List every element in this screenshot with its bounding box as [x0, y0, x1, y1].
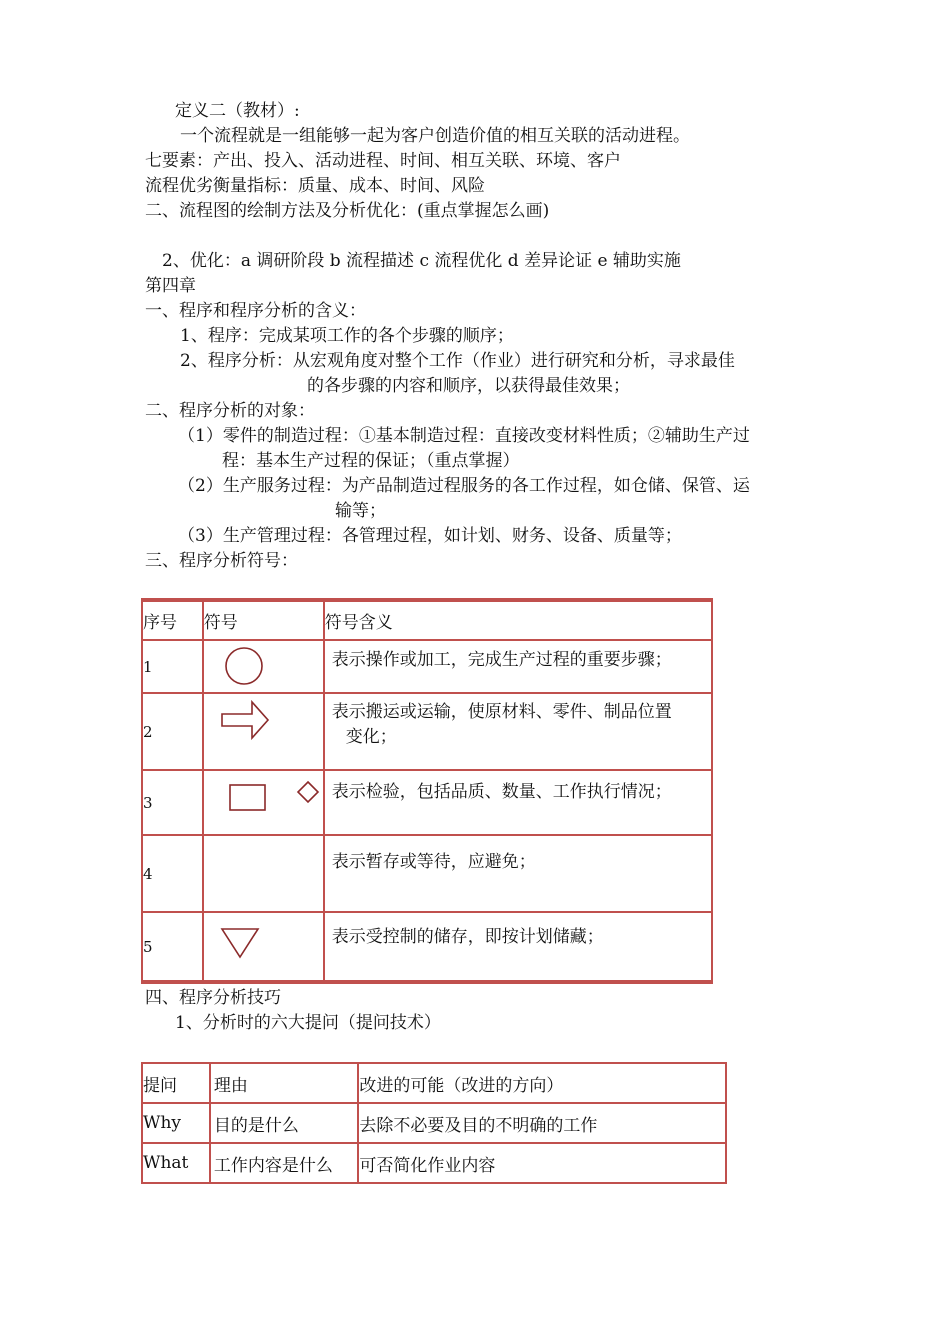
symbol-cell [203, 693, 324, 770]
table-row [142, 912, 712, 982]
row-num: 2 [142, 693, 203, 770]
symbol-cell [203, 640, 324, 693]
row-num: 1 [142, 640, 203, 693]
line-object-2-cont: 输等； [335, 501, 386, 521]
line-object-2: （2）生产服务过程：为产品制造过程服务的各工作过程，如仓储、保管、运 [178, 476, 750, 496]
symbol-cell [203, 770, 324, 835]
line-object-1-cont: 程：基本生产过程的保证；（重点掌握） [222, 451, 520, 471]
line-section-1: 一、程序和程序分析的含义： [145, 301, 366, 321]
header-reason: 理由 [210, 1063, 358, 1103]
chapter-heading: 第四章 [145, 276, 196, 296]
circle-icon [204, 641, 323, 692]
header-question: 提问 [142, 1063, 210, 1103]
row-meaning [324, 770, 712, 835]
arrow-icon [204, 694, 323, 754]
cell-question: What [142, 1143, 210, 1183]
line-program-def: 1、程序：完成某项工作的各个步骤的顺序； [180, 326, 514, 346]
table-row [142, 1143, 726, 1183]
line-object-1: （1）零件的制造过程：①基本制造过程：直接改变材料性质；②辅助生产过 [178, 426, 750, 446]
row-meaning [324, 912, 712, 982]
line-section-3: 三、程序分析符号： [145, 551, 298, 571]
cell-improvement: 可否简化作业内容 [358, 1143, 726, 1183]
meaning-text: 表示检验，包括品质、数量、工作执行情况； [331, 782, 672, 802]
row-meaning [324, 640, 712, 693]
cell-improvement: 去除不必要及目的不明确的工作 [358, 1103, 726, 1143]
line-definition-2: 定义二（教材）: [175, 101, 300, 121]
header-symbol: 符号 [203, 600, 324, 640]
table-row [142, 1103, 726, 1143]
table-row [142, 640, 712, 693]
question-table [141, 1062, 727, 1184]
symbol-cell-empty [203, 835, 324, 912]
line-optimization: 2、优化：a 调研阶段 b 流程描述 c 流程优化 d 差异论证 e 辅助实施 [162, 251, 681, 271]
table-row [142, 835, 712, 912]
meaning-text: 表示受控制的储存，即按计划储藏； [331, 927, 604, 947]
header-meaning: 符号含义 [324, 600, 712, 640]
row-num: 5 [142, 912, 203, 982]
meaning-text: 表示操作或加工，完成生产过程的重要步骤； [331, 650, 672, 670]
table-row [142, 770, 712, 835]
line-section-4: 四、程序分析技巧 [145, 988, 281, 1008]
cell-reason: 工作内容是什么 [210, 1143, 358, 1183]
row-num: 3 [142, 770, 203, 835]
line-object-3: （3）生产管理过程：各管理过程，如计划、财务、设备、质量等； [178, 526, 682, 546]
question-table-header [142, 1063, 726, 1103]
triangle-icon [204, 913, 323, 963]
table-row [142, 693, 712, 770]
meaning-text: 表示搬运或运输，使原材料、零件、制品位置 [331, 702, 672, 722]
line-six-questions: 1、分析时的六大提问（提问技术） [175, 1013, 441, 1033]
header-num: 序号 [142, 600, 203, 640]
line-flowchart-heading: 二、流程图的绘制方法及分析优化：(重点掌握怎么画) [145, 201, 550, 221]
line-process-definition: 一个流程就是一组能够一起为客户创造价值的相互关联的活动进程。 [180, 126, 690, 146]
row-meaning [324, 835, 712, 912]
meaning-text-cont: 变化； [345, 727, 397, 747]
row-meaning [324, 693, 712, 770]
line-analysis-def-cont: 的各步骤的内容和顺序，以获得最佳效果； [307, 376, 630, 396]
row-num: 4 [142, 835, 203, 912]
cell-question: Why [142, 1103, 210, 1143]
line-section-2: 二、程序分析的对象： [145, 401, 315, 421]
line-metrics: 流程优劣衡量指标：质量、成本、时间、风险 [145, 176, 485, 196]
meaning-text: 表示暂存或等待，应避免； [331, 852, 536, 872]
line-analysis-def: 2、程序分析：从宏观角度对整个工作（作业）进行研究和分析，寻求最佳 [180, 351, 735, 371]
cell-reason: 目的是什么 [210, 1103, 358, 1143]
header-improvement: 改进的可能（改进的方向） [358, 1063, 726, 1103]
square-diamond-icon [204, 771, 323, 831]
symbol-table [141, 598, 713, 984]
symbol-cell [203, 912, 324, 982]
line-seven-elements: 七要素：产出、投入、活动进程、时间、相互关联、环境、客户 [145, 151, 621, 171]
symbol-table-header [142, 600, 712, 640]
